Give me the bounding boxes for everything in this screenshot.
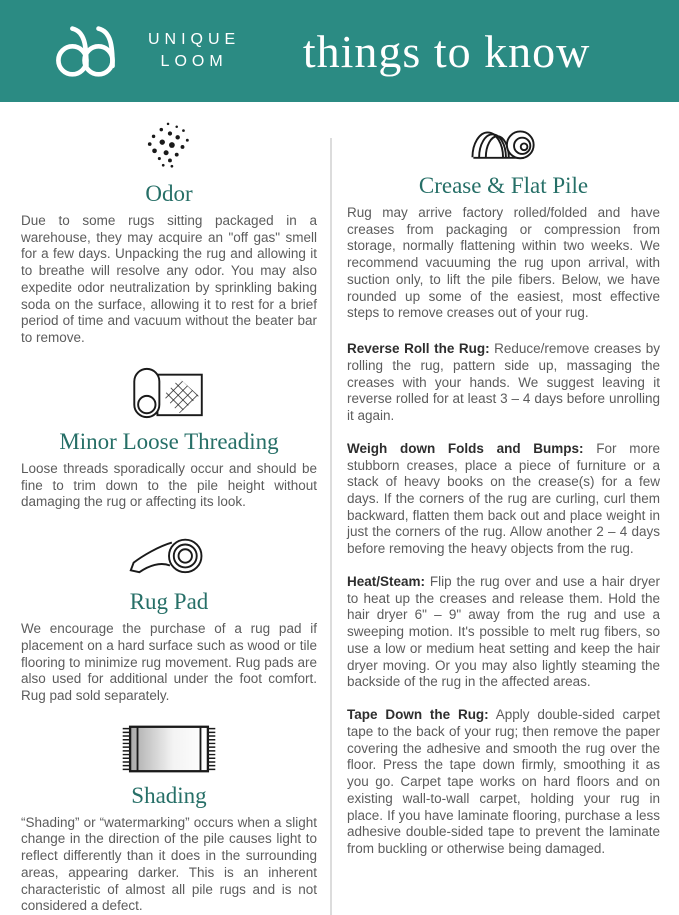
tip-weigh-down [347,441,660,558]
fringed-rug-icon [121,724,217,774]
page-title: things to know [302,25,591,77]
section-loose-threading [21,366,317,511]
section-crease-flat-pile [347,120,660,322]
rolled-rug-end-icon [466,120,542,164]
rolled-rug-crosshatch-icon [130,366,208,420]
tip-tape-down-label: Tape Down the Rug: [347,707,489,723]
threading-icon-row [21,366,317,425]
section-body-loose-threading: Loose threads sporadically occur and should be fine to trim down to the pile height without damaging the rug or affecting its look. [21,460,317,510]
tip-heat-steam-label: Heat/Steam: [347,573,426,589]
content-columns [0,102,679,915]
section-rug-pad [21,530,317,705]
tip-tape-down-text: Apply double-sided carpet tape to the back of your rug; then remove the paper covering the adhesive and smooth the rug over the floor. Press the tape down firmly, smoothing it as you go. Carpet tape works on hard floors and on existing wall-to-wall carpet, holding your rug in place. If you have laminate flooring, purchase a less adhesive double-sided tape to prevent the laminate from buckling or otherwise being damaged. [347,707,660,856]
brand-wordmark [148,29,240,72]
tip-reverse-roll-text: Reduce/remove creases by rolling the rug, pattern side up, massaging the creases with your hands. We suggest leaving it reverse rolled for at least 3 – 4 days before unrolling it again. [347,341,660,424]
left-column [0,114,330,915]
section-heading-rug-pad: Rug Pad [129,589,209,615]
shading-icon-row [21,724,317,779]
crease-icon-row [347,120,660,169]
section-body-crease: Rug may arrive factory rolled/folded and have creases from packaging or compression from storage, normally flattening within two weeks. We recommend vacuuming the rug upon arrival, with suction only, to lift the pile fibers. Below, we have rounded up some of the easiest, most effective steps to remove creases out of your rug. [347,205,660,321]
section-shading [21,724,317,915]
section-body-odor: Due to some rugs sitting packaged in a warehouse, they may acquire an "off gas" smell for a few days. Unpacking the rug and allowing it to breathe will resolve any odor. You may also expedite odor neutralization by sprinkling baking soda on the surface, allowing it to rest for a brief period of time and vacuum without the beater bar to remove. [21,213,317,346]
section-heading-loose-threading: Minor Loose Threading [59,428,279,454]
section-heading-odor: Odor [145,181,193,206]
tip-reverse-roll [347,341,660,425]
section-heading-crease: Crease & Flat Pile [418,173,589,198]
odor-icon-row [21,120,317,177]
section-body-shading: “Shading” or “watermarking” occurs when a slight change in the direction of the pile causes light to reflect differently than it does in the surrounding areas, appearing darker. This is an inherent characteristic of almost all pile rugs and is not considered a defect. [21,814,317,914]
rug-pad-roll-icon [126,530,212,580]
tip-weigh-down-label: Weigh down Folds and Bumps: [347,440,584,456]
section-odor [21,120,317,347]
tip-tape-down [347,707,660,858]
tip-reverse-roll-label: Reverse Roll the Rug: [347,341,490,357]
brand-line1: UNIQUE [148,31,241,49]
right-column [332,114,679,915]
header-banner [0,0,679,102]
section-heading-shading: Shading [131,782,207,808]
section-body-rug-pad: We encourage the purchase of a rug pad if placement on a hard surface such as wood or tile flooring to minimize rug movement. Rug pads are also used for additional under the foot comfort. Rug pad sold separately. [21,621,317,704]
brand-block [50,22,240,80]
tip-heat-steam [347,574,660,691]
brand-line2: LOOM [160,53,228,70]
tip-weigh-down-text: For more stubborn creases, place a piece of furniture or a stack of heavy books on the crease(s) for a few days. If the corners of the rug are curling, curl them backward, flatten them back out and place weight in just the corners of the rug. Allow another 2 – 4 days before removing the heavy objects from the rug. [347,440,660,557]
odor-dots-icon [142,120,196,172]
rug-pad-icon-row [21,530,317,585]
unique-loom-logo-icon [50,22,134,80]
tip-heat-steam-text: Flip the rug over and use a hair dryer to heat up the creases and release them. Hold the hair dryer 6" – 9" away from the rug and use a sweeping motion. It's possible to melt rug fibers, so use a low or medium heat setting and keep the hair dryer moving. Or you may also lightly steaming the backside of the rug in the affected areas. [347,573,660,690]
